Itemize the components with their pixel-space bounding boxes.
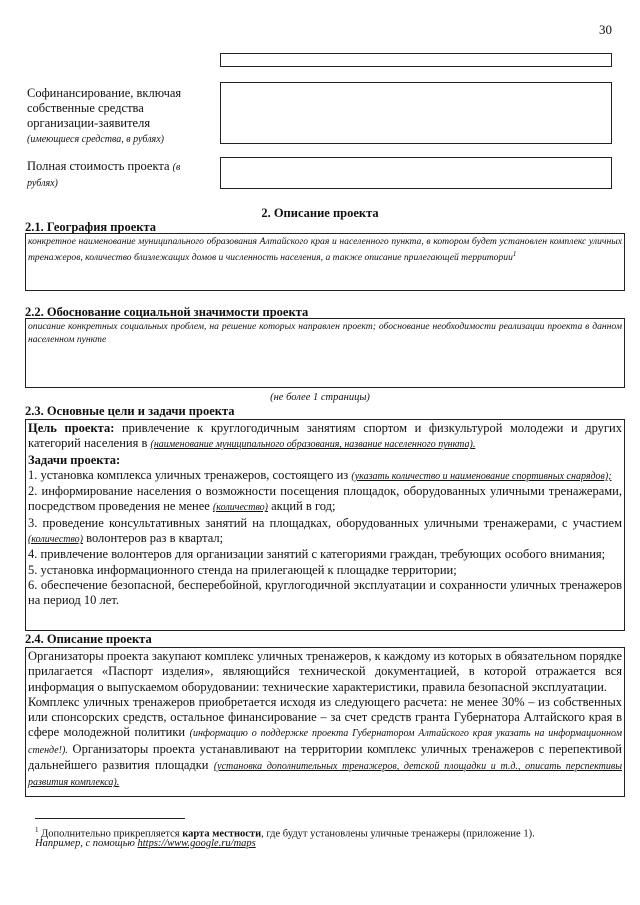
s22-hint: описание конкретных социальных проблем, на решение которых направлен проект; обоснование необходимости реализации проекта в данном населенном пункте: [28, 321, 622, 345]
s24-paragraph-2: Комплекс уличных тренажеров приобретается исходя из следующего расчета: не менее 30% – из собственных или спонсорских средств, остальное финансирование – за счет средств гранта Губернатора Алтайского края в сфере молодежной политики (информацию о поддержке проекта Губернатором Алтайского края указать на информационном стенде!). Организаторы проекта устанавливают на территории комплекс уличных тренажеров с перепективой дальнейшего развития площадки (установка дополнительных тренажеров, детской площадки и т.д., описать перспективы развития комплекса).: [28, 694, 623, 789]
cofinancing-label: Софинансирование, включая собственные средства организации-заявителя (имеющиеся средства, в рублях): [27, 86, 182, 145]
goal: Цель проекта: привлечение к круглогодичным занятиям спортом и физкультурой молодежи и других категорий населения в (наименование муниципального образования, название населенного пункта).: [28, 421, 622, 451]
page-number: 30: [599, 22, 612, 37]
s24-content: [28, 649, 622, 791]
task-2: 2. информирование населения о возможности посещения площадок, оборудованных уличными тренажерами, посредством проведения не менее (количество) акций в год;: [28, 484, 622, 514]
s23-heading: 2.3. Основные цели и задачи проекта: [25, 404, 235, 418]
tasks-label: Задачи проекта:: [28, 452, 121, 467]
footnote: $^1$ Дополнительно прикрепляется карта местности, где будут установлены уличные тренажеры (приложение 1).: [35, 826, 535, 840]
task-5: 5. установка информационного стенда на прилегающей к площадке территории;: [28, 562, 457, 577]
cofinancing-field[interactable]: [220, 82, 612, 144]
s24-heading: 2.4. Описание проекта: [25, 632, 152, 646]
task-4: 4. привлечение волонтеров для организации занятий с категориями граждан, требующих особого внимания;: [28, 547, 606, 562]
total-cost-label: Полная стоимость проекта (в рублях): [27, 159, 181, 189]
cofinancing-hint: (имеющиеся средства, в рублях): [27, 134, 164, 145]
s22-limit: (не более 1 страницы): [270, 392, 370, 403]
footnote-rule: [35, 818, 185, 819]
section-title: 2. Описание проекта: [261, 206, 379, 220]
s21-hint: конкретное наименование муниципального образования Алтайского края и населенного пункта, в котором будет установлен комплекс уличных тренажеров, количество близлежащих домов и численность населения, а также описание прилегающей территории$^1$: [28, 236, 622, 264]
footnote-line-2: Например, с помощью https://www.google.ru/maps: [35, 838, 256, 849]
s24-paragraph-1: Организаторы проекта закупают комплекс уличных тренажеров, к каждому из которых в обязательном порядке прилагается «Паспорт изделия», являющийся технической документацией, в которой отражается вся информация о выпускаемом оборудовании: технические характеристики, правила безопасной эксплуатации.: [28, 649, 622, 694]
s21-heading: 2.1. География проекта: [25, 220, 156, 234]
s22-heading: 2.2. Обоснование социальной значимости проекта: [25, 305, 309, 319]
task-1: 1. установка комплекса уличных тренажеров, состоящего из (указать количество и наименование спортивных снарядов);: [28, 467, 612, 482]
footnote-ref: 1: [512, 250, 517, 258]
prev-field-box[interactable]: [220, 53, 612, 67]
maps-link[interactable]: https://www.google.ru/maps: [137, 838, 256, 849]
task-6: 6. обеспечение безопасной, бесперебойной, круглогодичной эксплуатации и сохранности уличных тренажеров на период 10 лет.: [28, 577, 622, 608]
total-cost-field[interactable]: [220, 157, 612, 189]
s23-content: [28, 421, 622, 609]
task-3: 3. проведение консультативных занятий на площадках, оборудованных уличными тренажерами, с участием (количество) волонтеров раз в квартал;: [28, 515, 622, 546]
